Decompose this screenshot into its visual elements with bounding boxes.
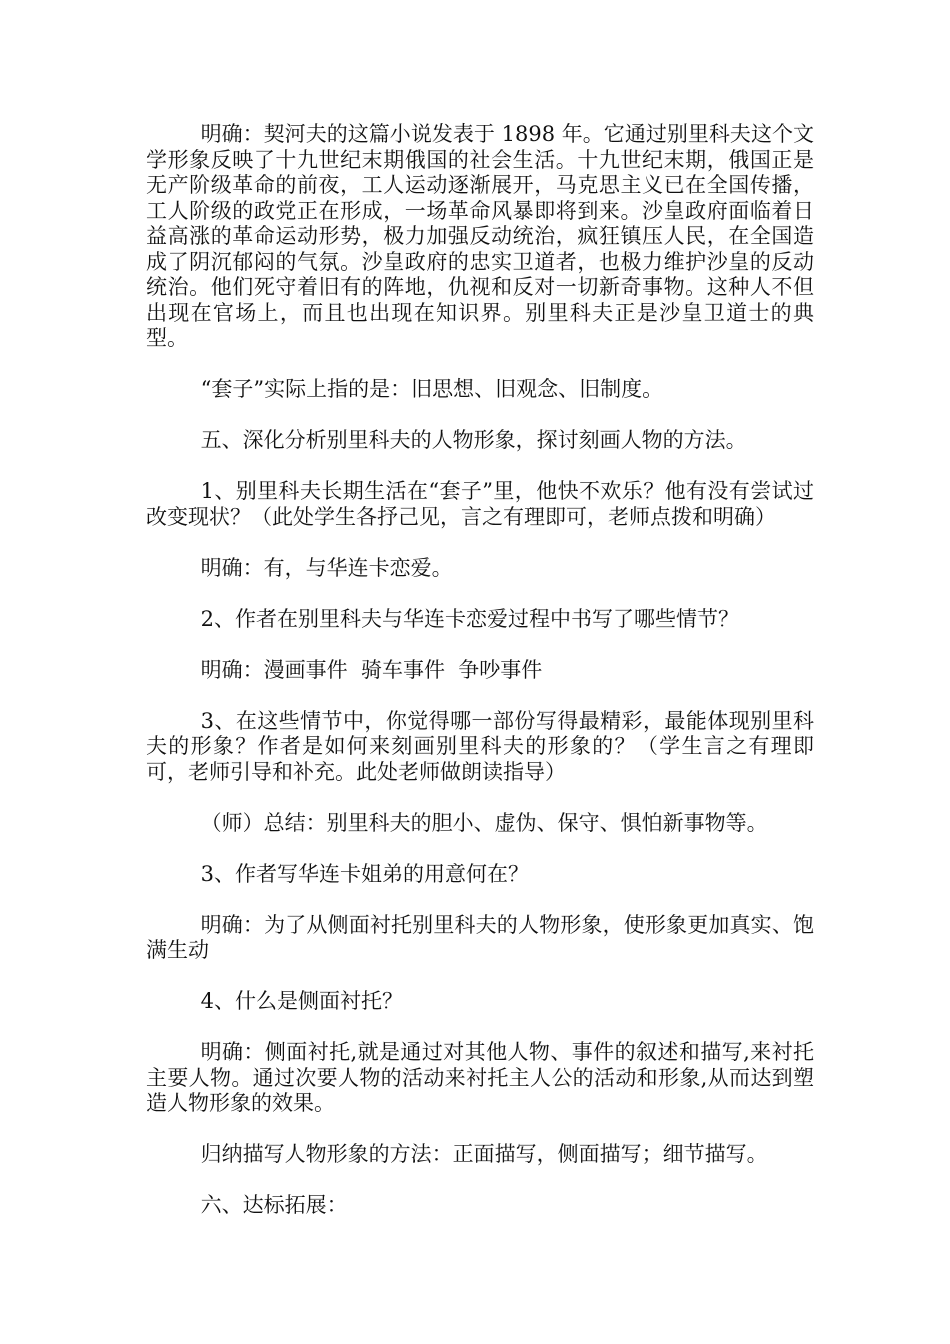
question-3b: 3、作者写华连卡姐弟的用意何在？: [200, 861, 529, 886]
question-4: 4、什么是侧面衬托？: [200, 989, 403, 1013]
answer-4: 明确：侧面衬托,就是通过对其他人物、事件的叙述和描写,来衬托主要人物。通过次要人物的活动来衬托主人公的活动和形象,从而达到塑造人物形象的效果。: [146, 1040, 814, 1115]
answer-3b: 明确：为了从侧面衬托别里科夫的人物形象，使形象更加真实、饱满生动: [146, 912, 814, 962]
method-summary: 归纳描写人物形象的方法：正面描写，侧面描写；细节描写。: [200, 1142, 768, 1166]
paragraph-background-explanation: 明确：契河夫的这篇小说发表于 1898 年。它通过别里科夫这个文学形象反映了十九世纪末期俄国的社会生活。十九世纪末期，俄国正是无产阶级革命的前夜，工人运动逐渐展开，马克思主义已在全国传播，工人阶级的政党正在形成，一场革命风暴即将到来。沙皇政府面临着日益高涨的革命运动形势，极力加强反动统治，疯狂镇压人民，在全国造成了阴沉郁闷的气氛。沙皇政府的忠实卫道者，也极力维护沙皇的反动统治。他们死守着旧有的阵地，仇视和反对一切新奇事物。这种人不但出现在官场上，而且也出现在知识界。别里科夫正是沙皇卫道士的典型。: [146, 122, 814, 350]
answer-1: 明确：有，与华连卡恋爱。: [200, 555, 453, 580]
teacher-summary: （师）总结：别里科夫的胆小、虚伪、保守、惧怕新事物等。: [200, 810, 768, 835]
section-heading-5: 五、深化分析别里科夫的人物形象，探讨刻画人物的方法。: [200, 428, 747, 452]
question-1: 1、别里科夫长期生活在“套子”里，他快不欢乐？他有没有尝试过改变现状？（此处学生各抒己见，言之有理即可，老师点拨和明确）: [146, 479, 814, 529]
document-page: [146, 122, 814, 1244]
question-3: 3、在这些情节中，你觉得哪一部份写得最精彩，最能体现别里科夫的形象？作者是如何来刻画别里科夫的形象的？（学生言之有理即可，老师引导和补充。此处老师做朗读指导）: [146, 708, 814, 784]
question-2: 2、作者在别里科夫与华连卡恋爱过程中书写了哪些情节？: [200, 606, 739, 631]
paragraph-taozi-meaning: “套子”实际上指的是：旧思想、旧观念、旧制度。: [200, 377, 664, 401]
answer-2: 明确：漫画事件 骑车事件 争吵事件: [200, 657, 543, 682]
section-heading-6: 六、达标拓展：: [200, 1193, 348, 1217]
